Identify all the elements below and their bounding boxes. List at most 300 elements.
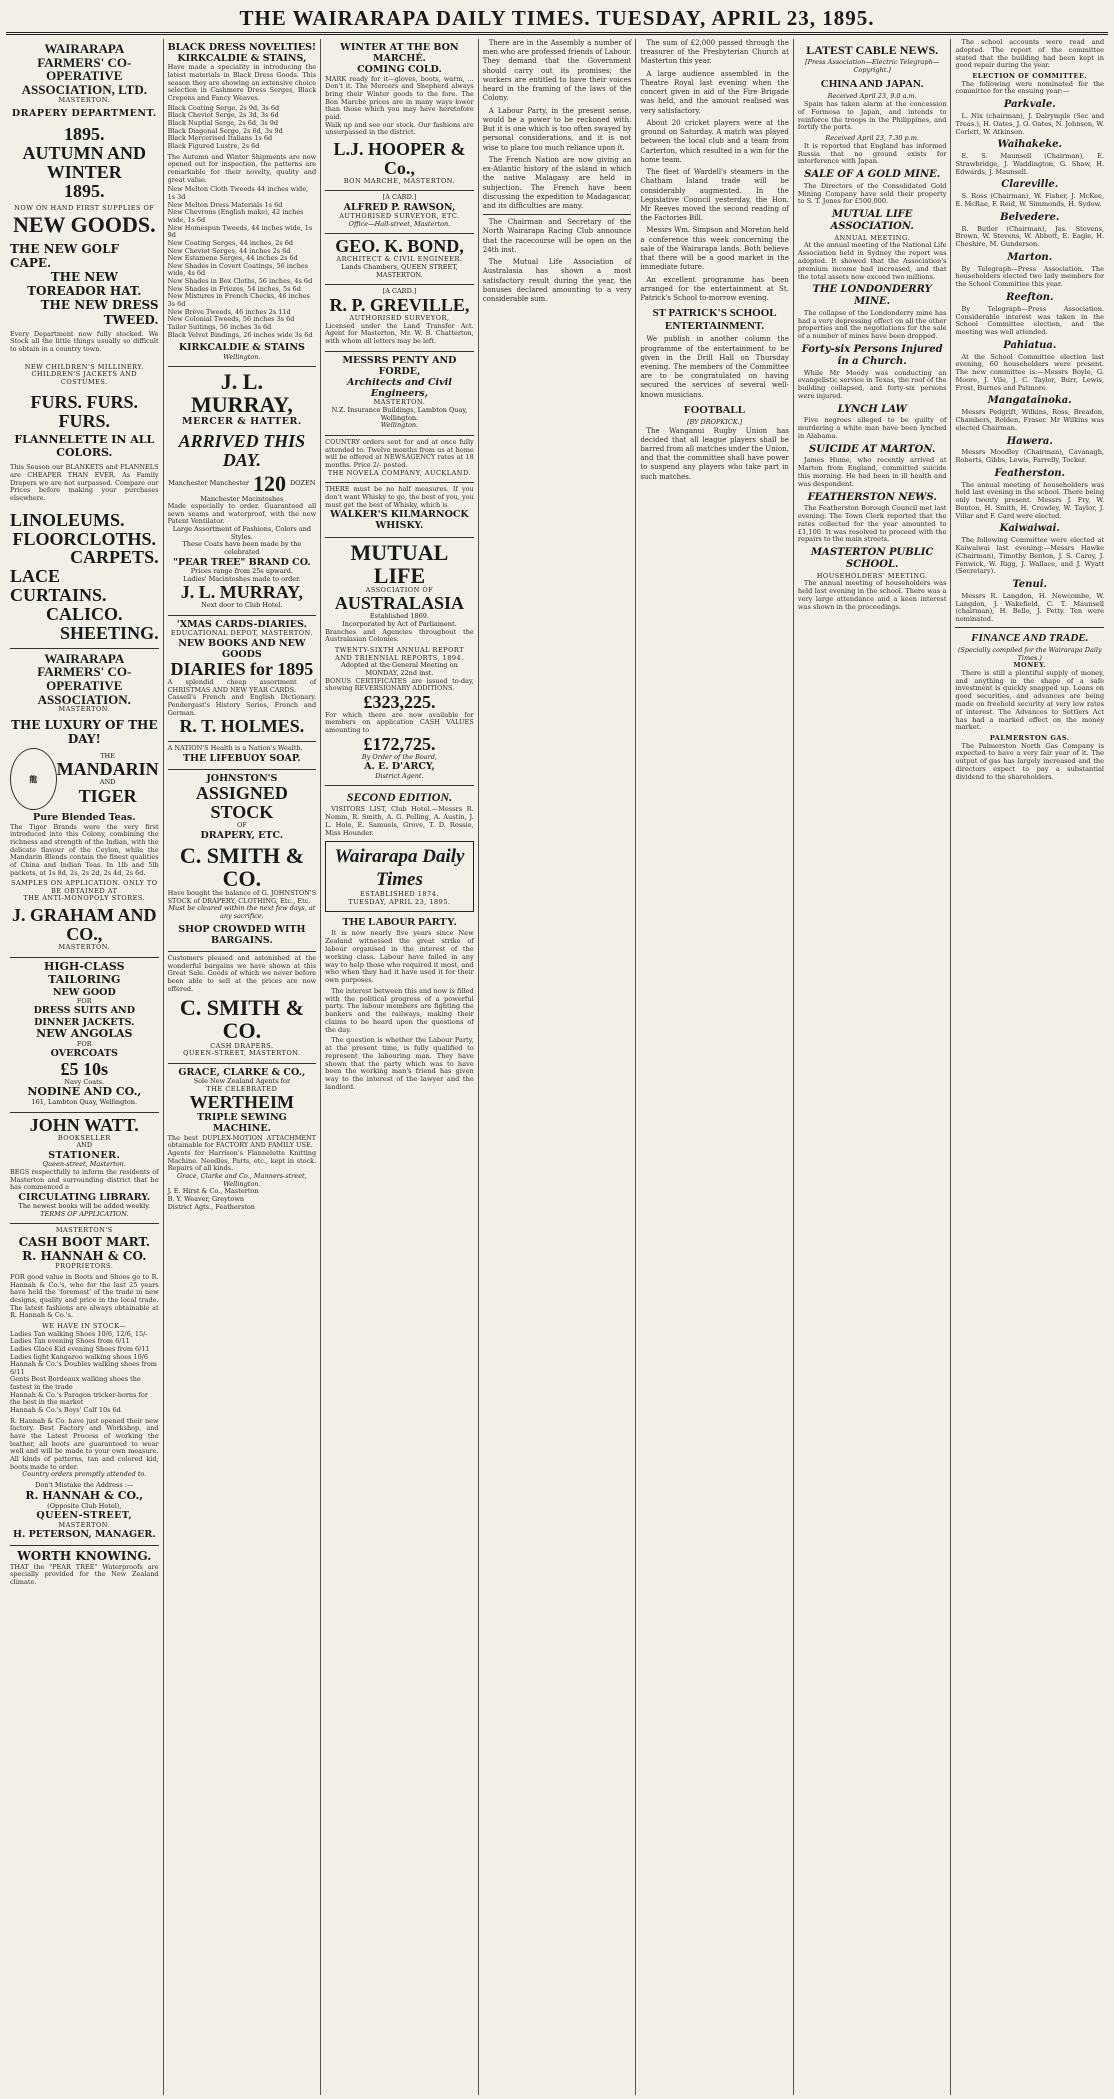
note-paragraph: The Mutual Life Association of Australasia has shown a most satisfactory result during the year, the bonuses declared amounting to a very considerable sum. [482, 258, 632, 304]
tweed-line: New Cheviot Serges, 44 inches 2s 6d [167, 246, 291, 255]
lifebuoy-ad [168, 742, 317, 770]
dragon-emblem-icon: 龍 [10, 748, 57, 810]
worth-title: WORTH KNOWING. [17, 1549, 152, 1564]
kirk-prices [168, 105, 317, 151]
boot-manager: H. PETERSON, MANAGER. [13, 1529, 156, 1541]
news-paragraph: Messrs Wm. Simpson and Moreton held a conference this week concerning the sale of the Wairarapa lands. Both believe that there will be a good market in the immediate future. [640, 226, 789, 272]
mandarin-tea-ad [10, 649, 159, 958]
finance-sub: MONEY. [1013, 661, 1047, 670]
watt-library: CIRCULATING LIBRARY. [18, 1191, 151, 1203]
novela-ad [325, 436, 474, 483]
kirk-fill: The Autumn and Winter Shipments are now opened out for inspection, the patterns are remarkable for their novelty, quality and great value. [167, 152, 317, 184]
johnston-of: OF [236, 820, 247, 829]
murray-body: Made especially to order. Guaranteed all sewn seams and waterproof, with the new Patent Ventilator. [167, 502, 317, 526]
penty-town: Wellington. [380, 421, 419, 430]
tea-the: THE [100, 751, 115, 760]
masthead-title: THE WAIRARAPA DAILY TIMES. TUESDAY, APRIL 23, 1895. [239, 5, 875, 30]
cash-boot-mart-ad [10, 1224, 159, 1546]
cable-paragraph: At the annual meeting of the National Life Association held in Sydney the report was adopted. It showed that the Association's premium income had increased, and that the total assets now exceed two millions. [797, 241, 947, 281]
grace-agents-list [168, 1188, 317, 1211]
greville-name: R. P. GREVILLE, [329, 294, 470, 315]
novela-pub: THE NOVELA COMPANY, AUCKLAND. [327, 468, 472, 477]
cable-paragraph: The Directors of the Consolidated Gold Mining Company have sold their property to S. T. Jones for £500,000. [797, 181, 947, 206]
lynch-heading: LYNCH LAW [837, 403, 907, 415]
kirk-footer: KIRKCALDIE & STAINS [178, 342, 305, 354]
smith-name: C. SMITH & CO. [179, 995, 304, 1044]
tea-and: AND [99, 778, 116, 787]
district-name: Hawera. [1006, 435, 1053, 447]
boot-item: Ladies Glacé Kid evening Shoes from 6/11 [10, 1344, 150, 1353]
tailoring-price: £5 10s [60, 1058, 109, 1079]
grace-firm: Grace, Clarke and Co., Manners-street, Wellington. [176, 1171, 307, 1188]
mla-inc: Incorporated by Act of Parliament. [342, 619, 457, 628]
grace-agent: District Agts., Featherston [167, 1202, 255, 1211]
labour-party-heading: THE LABOUR PARTY. [342, 915, 457, 928]
whisky-body: THERE must be no half measures. If you don't want Whisky to go, the best of you, you must get the best of Whisky, which is [325, 485, 474, 509]
tailoring-overcoats: OVERCOATS [50, 1048, 118, 1060]
grace-brand: WERTHEIM [189, 1092, 295, 1113]
district-name: Belvedere. [1000, 211, 1060, 223]
district-body: Messrs Pedgrift, Wilkins, Ross, Breadon, Chambers, Bolden, Fraser. Mr Wilkins was elected Chairman. [955, 408, 1105, 432]
article-paragraph: A Labour Party, in the present sense, would be a power to be reckoned with. But it is one which is too often swayed by personal considerations, and it is not wise to place too much reliance upon it. [482, 106, 632, 152]
boot-firm2: R. HANNAH & CO., [25, 1488, 144, 1502]
boot-items [10, 1331, 159, 1415]
boot-place: MASTERTON'S [55, 1226, 113, 1235]
ad-millinery: NEW CHILDREN'S MILLINERY. CHILDREN'S JACKETS AND COSTUMES. [24, 362, 144, 386]
st-patricks-body [640, 335, 789, 400]
rawson-name: ALFRED P. RAWSON, [343, 201, 456, 213]
smith-street: QUEEN-STREET, MASTERTON. [183, 1049, 301, 1058]
editorial-est: ESTABLISHED 1874. [360, 890, 439, 899]
columns [6, 39, 1108, 2095]
ad-blankets: This Season our BLANKETS and FLANNELS are CHEAPER THAN EVER. As Family Drapers we are not surpassed. Compare our Prices before making your purchases elsewhere. [10, 463, 159, 502]
tea-logo [10, 748, 159, 810]
tea-firm: J. GRAHAM AND CO., [12, 905, 157, 945]
tweed-line: New Bréve Tweeds, 46 inches 2s 11d [167, 307, 291, 316]
local-notes [483, 218, 632, 304]
finance-byline: (Specially compiled for the Wairarapa Daily Times.) [957, 645, 1102, 662]
john-watt-ad [10, 1113, 159, 1225]
smith-draper: CASH DRAPERS. [210, 1041, 274, 1050]
penty-addr: N.Z. Insurance Buildings, Lambton Quay, Wellington. [331, 405, 468, 422]
ad-dept: DRAPERY DEPARTMENT. [11, 108, 157, 120]
grace-body: The best DUPLEX-MOTION ATTACHMENT obtainable for FACTORY AND FAMILY USE. [167, 1133, 317, 1150]
column-3 [321, 39, 479, 2095]
mla-role: District Agent. [375, 771, 424, 780]
election-body: The following were nominated for the committee for the ensuing year:— [955, 79, 1105, 96]
whisky-brand: WALKER'S KILMARNOCK WHISKY. [330, 509, 469, 532]
labour-party-article-cont [483, 39, 632, 211]
mla-adopted: Adopted at the General Meeting on MONDAY, 22nd inst. [341, 661, 458, 677]
ad-lace: LACE CURTAINS. [10, 566, 107, 606]
xmas-new: NEW BOOKS AND NEW GOODS [178, 637, 306, 660]
news-paragraph: About 20 cricket players were at the ground on Saturday. A match was played between the local club and a team from Carterton, which resulted in a win for the home team. [640, 118, 789, 164]
mla-est: Established 1869. [369, 612, 429, 621]
cable-paragraph: It is reported that England has informed Russia that no ground exists for interference with Japan. [797, 141, 947, 166]
mla-branches: Branches and Agencies throughout the Australasian Colonies. [325, 627, 474, 644]
tweed-line: New Shades in Friezes, 54 inches, 5s 6d [167, 284, 301, 293]
football-paragraph: The Wanganui Rugby Union has decided that all league players shall be barred from all matches under the Union, and that the committee shall have power to suspend any players who take part in such matches. [640, 426, 789, 481]
column-6 [794, 39, 952, 2095]
grace-agent: J. E. Hirst & Co., Masterton [167, 1187, 259, 1196]
boot-stock: WE HAVE IN STOCK— [42, 1321, 127, 1330]
boot-title: CASH BOOT MART. [18, 1234, 150, 1249]
tea-body: The Tiger Brands were the very first introduced into this Colony, combining the richness and strength of the Indian, with the delicate flavour of the Ceylon, while the Mandarin Blends contain the finest qualities of China and Indian Teas. In 1lb and 5lb packets, at 1s 8d, 2s, 2s 2d, 2s 4d, 2s 6d. [10, 822, 159, 877]
ad-notice: Every Department now fully stocked. We Stock all the little things usually so difficult to obtain in a country town. [10, 329, 159, 353]
bon-tail: Walk up and see our stock. Our fashions are unsurpassed in the district. [325, 120, 474, 137]
cable-paragraph: The annual meeting of householders was held last evening in the school. There was a very large attendance and a keen interest was shown in the proceedings. [797, 579, 947, 611]
column-1 [6, 39, 164, 2095]
penty-name: MESSRS PENTY AND FORDE, [342, 354, 457, 377]
rawson-office: Office—Hall-street, Masterton. [348, 219, 451, 228]
bond-trade: ARCHITECT & CIVIL ENGINEER. [336, 255, 463, 264]
ad-year: 1895. [64, 124, 105, 145]
tailoring-for2: FOR [76, 1039, 92, 1048]
st-patricks-heading: ST PATRICK'S SCHOOL ENTERTAINMENT. [652, 307, 777, 333]
bon-title: WINTER AT THE BON MARCHÉ. [340, 42, 459, 65]
price-line: Black Figured Lustre, 2s 6d [167, 141, 260, 150]
penty-forde-card [325, 352, 474, 436]
tweed-line: New Estamene Serges, 44 inches 2s 6d [167, 254, 298, 263]
finance-heading: FINANCE AND TRADE. [971, 631, 1089, 644]
lifebuoy-quote: A NATION'S Health is a Nation's Wealth. [167, 744, 303, 753]
finance-paragraph: There is still a plentiful supply of money, and anything in the shape of a safe investment is quickly snapped up. Loans on good securities, and advances are being made on freehold security at very low rates of interest. The Advances to Settlers Act has had a marked effect on the money market. [955, 668, 1105, 732]
londonderry-heading: THE LONDONDERRY MINE. [812, 284, 932, 308]
note-paragraph: The Chairman and Secretary of the North Wairarapa Racing Club announce that the racecourse will be open on the 24th inst. [482, 218, 632, 254]
ad-cape: THE NEW GOLF CAPE. [10, 241, 120, 270]
tea-firm-place: MASTERTON. [58, 942, 111, 951]
greville-body: Licensed under the Land Transfer Act. Agent for Masterton, Mr. W. B. Chatterton, with whom all letters may be left. [325, 321, 474, 345]
murray-stock: Large Assortment of Fashions, Colors and Styles. [172, 525, 312, 541]
johnston-body: Have bought the balance of G. JOHNSTON'S STOCK of DRAPERY, CLOTHING, Etc., Etc. [167, 889, 317, 905]
tweed-line: New Homespun Tweeds, 44 inches wide, 1s 9d [167, 223, 313, 240]
murray-maker: Manchester Manchester [168, 479, 249, 488]
xmas-cards-ad [168, 616, 317, 742]
grace-celebrated: THE CELEBRATED [206, 1084, 278, 1093]
murray-name: J. L. MURRAY, [191, 369, 293, 418]
cable-paragraph: Spain has taken alarm at the concession of Formosa to Japan, and intends to reinforce the troops in the Philippines, and fortify the ports. [797, 100, 947, 132]
xmas-sub: EDUCATIONAL DEPOT, MASTERTON. [170, 629, 313, 638]
district-name: Featherston. [994, 467, 1066, 479]
ad-sheeting: SHEETING. [60, 622, 159, 643]
tailoring-dress: DRESS SUITS AND DINNER JACKETS. [33, 1005, 135, 1028]
murray-sale: Prices range from 25s upward. [190, 566, 293, 575]
watt-street: Queen-street, Masterton. [42, 1160, 126, 1169]
tea-samples: SAMPLES ON APPLICATION. ONLY TO BE OBTAINED AT [11, 879, 158, 895]
boot-item: Hannah & Co.'s Doubles walking shoes from 6/11 [10, 1360, 157, 1376]
mla-amount: £323,225. [363, 691, 436, 712]
cable-paragraph: The Featherston Borough Council met last evening. The Town Clerk reported that the rates collected for the year amounted to £1,100. It was resolved to proceed with the repairs to the main streets. [797, 504, 947, 544]
local-news [640, 39, 789, 303]
boot-fill: R. Hannah & Co. have just opened their new factory. Best Factory and Workshop, and have the Latest Process of working the leather, all boots are guaranteed to wear well and will be made to your own measure. All kinds of patterns, tan and colored kid, boots made to order. [10, 1416, 159, 1471]
bon-sub: COMING COLD. [357, 64, 442, 76]
district-name: Waihakeke. [997, 139, 1062, 151]
tweed-line: New Shades in Covert Coatings, 56 inches wide, 4s 6d [167, 261, 309, 278]
ad-season: AUTUMN AND WINTER [22, 143, 147, 183]
cable-paragraph: While Mr Moody was conducting an evangelistic service in Texas, the roof of the building collapsed, and forty-six persons were injured. [797, 368, 947, 400]
ad-title: WAIRARAPA FARMERS' CO-OPERATIVE ASSOCIATION. [37, 650, 132, 707]
xmas-name: R. T. HOLMES. [179, 716, 305, 737]
johnston-drapery: DRAPERY, ETC. [200, 829, 284, 841]
district-results [955, 99, 1104, 624]
district-body: S. Ross (Chairman), W. Fisher, J. McKee, E. McRae, F. Reid, W. Simmonds, H. Sydow. [955, 192, 1105, 208]
tweed-line: Black Velvet Bindings, 26 inches wide 3s 6d [167, 330, 313, 339]
tweed-line: New Mixtures in French Checks, 46 inches 3s 6d [167, 292, 310, 309]
district-body: The annual meeting of householders was held last evening in the school. There being only twenty present. Messrs J. Fry, W. Benton, H. Smith, H. Crowley, W. Taylor, J. Villar and F. Card were elected. [955, 480, 1105, 520]
boot-country: Country orders promptly attended to. [22, 1470, 147, 1479]
school-sub: HOUSEHOLDERS' MEETING. [816, 571, 928, 580]
rawson-card [325, 191, 474, 234]
boot-opp: (Opposite Club Hotel), [47, 1501, 122, 1510]
penty-trade: Architects and Civil Engineers, [347, 376, 452, 400]
gold-mine-heading: SALE OF A GOLD MINE. [804, 169, 941, 181]
murray-unit: DOZEN [289, 479, 316, 488]
ad-calico: CALICO. [46, 604, 123, 625]
greville-card [325, 285, 474, 351]
boot-props: PROPRIETORS. [55, 1262, 114, 1271]
xmas-body: A splendid cheap assortment of CHRISTMAS AND NEW YEAR CARDS. [167, 677, 317, 694]
johnston-firm: C. SMITH & CO. [179, 842, 304, 891]
grace-agent: B. Y. Weaver, Greytown [167, 1194, 245, 1203]
murray-name2: J. L. MURRAY, [180, 582, 303, 603]
finance-sub2: PALMERSTON GAS. [989, 734, 1070, 743]
boot-item: Hannah & Co.'s Paragon tricker-horns for the best in the market [10, 1390, 148, 1407]
featherston-heading: FEATHERSTON NEWS. [807, 491, 937, 503]
johnston-stock-ad [168, 770, 317, 952]
boot-firm: R. HANNAH & CO. [22, 1249, 147, 1264]
mla-name: AUSTRALASIA [334, 593, 464, 614]
divider [483, 214, 632, 215]
worth-body: THAT the "PEAR TREE" Waterproofs are specially provided for the New Zealand climate. [10, 1562, 159, 1586]
editorial-paper-title: Wairarapa Daily Times [334, 846, 465, 890]
kirk-tweeds [168, 186, 317, 339]
boot-forget: Don't Mistake the Address :— [35, 1481, 134, 1490]
cable-paragraph: James Hume, who recently arrived at Marton from England, committed suicide this morning. He had been in ill health and was despondent. [797, 456, 947, 488]
murray-trade: MERCER & HATTER. [182, 416, 302, 428]
murray-addr: Next door to Club Hotel. [201, 601, 283, 610]
ad-luxury: THE LUXURY OF THE DAY! [11, 718, 158, 747]
finance-paragraph: The Palmerston North Gas Company is expected to have a very fair year of it. The output of gas has largely increased and the directors expect to pay a substantial dividend to the shareholders. [955, 741, 1105, 781]
visitors-list [325, 806, 474, 837]
johnston-shop: SHOP CROWDED WITH BARGAINS. [178, 923, 306, 946]
article-paragraph: It is now nearly five years since New Zealand witnessed the great strike of labour organised in the interest of the working class. Labour have failed in any way to help those who required it most, and who when they had it have used it for their own purposes. [325, 929, 474, 985]
kirk-place: Wellington. [223, 352, 261, 361]
price-line: Black Nuptial Serge, 2s 6d, 3s 9d [167, 119, 279, 127]
labour-party-article [325, 930, 474, 1091]
tea-mandarin: MANDARIN [56, 759, 159, 780]
ad-line: NOW ON HAND FIRST SUPPLIES OF [14, 203, 155, 212]
murray-brand: "PEAR TREE" BRAND CO. [173, 556, 311, 568]
football-body [640, 427, 789, 482]
kirk-firm: KIRKCALDIE & STAINS, [177, 53, 307, 65]
mla-assoc: ASSOCIATION OF [365, 585, 434, 594]
ad-lino: LINOLEUMS. [10, 509, 125, 530]
article-paragraph: The French Nation are now giving an ex-Atlantic history of the island in which the native Malagasy are held in subjection. The French have been discussing the expedition to Madagascar, and its difficulties are many. [482, 155, 632, 210]
ad-toreador: THE NEW TOREADOR HAT. [27, 270, 142, 299]
ad-flannelette: FLANNELETTE IN ALL COLORS. [14, 433, 155, 460]
visitors-text: VISITORS LIST, Club Hotel.—Messrs R. Nomm, R. Smith, A. G. Pelling, A. Austin, J. L. Hole, E. Samuels, Grove, T. D. Rossie, Miss Hounder. [325, 805, 474, 837]
school-heading: MASTERTON PUBLIC SCHOOL. [810, 547, 934, 570]
divider [955, 627, 1104, 628]
district-body: By Telegraph—Press Association. Considerable interest was taken in the School Committee election, and the meeting was well attended. [955, 304, 1105, 337]
price-line: Black Diagonal Serge, 2s 6d, 3s 9d [167, 126, 283, 135]
murray-count-row [168, 472, 317, 495]
mutual-life-ad [325, 538, 474, 787]
tweed-line: New Coating Serges, 44 inches, 2s 6d [167, 238, 294, 247]
tweed-line: New Shades in Box Cloths, 56 inches, 4s 6d [167, 277, 313, 286]
tailoring-firm: NODINE AND CO., [27, 1085, 142, 1099]
ad-furs: FURS. FURS. FURS. [30, 391, 139, 431]
grace-title: GRACE, CLARKE & CO., [178, 1066, 306, 1078]
johnston-stock: STOCK [210, 802, 274, 823]
tailoring-navy: Navy Coats. [64, 1077, 105, 1086]
boot-body: FOR good value in Boots and Shoes go to R. Hannah & Co.'s, who for the last 25 years have held the 'foremost' of the trade in new designs, quality and price in the local trade. The latest fashions are always obtainable at R. Hannah & Co.'s. [10, 1272, 159, 1320]
news-paragraph: An excellent programme has been arranged for the entertainment at St. Patrick's School to-morrow evening. [640, 275, 789, 303]
bon-body: MARK ready for it—gloves, boots, warm, ... Don't it. The Mercers and Shepherd always bring their Winter goods to the fore. The Bon Marché prices are in many ways lower than those which you may have heretofore paid. [325, 74, 474, 121]
district-body: By Telegraph—Press Association. The householders elected two lady members for the School Committee this year. [955, 264, 1105, 289]
editorial-date: TUESDAY, APRIL 23, 1895. [348, 897, 451, 906]
suicide-heading: SUICIDE AT MARTON. [809, 443, 936, 455]
smith-cash-ad [168, 952, 317, 1064]
bond-name: GEO. K. BOND, [335, 236, 464, 257]
column-5 [636, 39, 794, 2095]
xmas-list: Cassell's French and English Dictionary. Pendergast's History Series, French and German. [167, 693, 317, 717]
jl-murray-ad [168, 367, 317, 616]
tea-blend: Pure Blended Teas. [33, 812, 136, 824]
district-name: Clareville. [1001, 179, 1059, 191]
article-paragraph: The question is whether the Labour Party, at the present time, is fully qualified to represent the labouring man. They have shown that the party which was to have been the working man's friend has given way to the interest of the lawyer and the landlord. [325, 1036, 474, 1092]
article-paragraph: The interest between this and now is filled with the political progress of a powerful party. The labour members are fighting the bankers and the railways, making their claims to be heard upon the questions of the day. [325, 986, 474, 1034]
johnston-assigned: ASSIGNED [195, 783, 288, 804]
cable-date: Received April 23, 9.0 a.m. [827, 92, 917, 101]
smith-fill: Customers pleased and astonished at the wonderful bargains we have shown at this Great Sale. Goods of which we never before been able to sell at the prices are now offered. [167, 954, 317, 993]
tea-tiger: TIGER [78, 786, 137, 807]
murray-cost: These Coats have been made by the celebrated [182, 540, 302, 557]
murray-ladies: Ladies' Macintoshes made to order. [183, 574, 301, 583]
mla-report: TWENTY-SIXTH ANNUAL REPORT AND TRIENNIAL REPORTS, 1894. [334, 645, 465, 662]
ad-place: MASTERTON. [58, 705, 111, 714]
bon-marche-ad [325, 39, 474, 191]
church-heading: Forty-six Persons Injured in a Church. [801, 343, 943, 367]
greville-label: [A CARD.] [382, 287, 417, 296]
masthead [6, 4, 1108, 35]
column-7 [951, 39, 1108, 2095]
tailoring-angolas: NEW ANGOLAS [36, 1026, 133, 1040]
cable-paragraph: The collapse of the Londonderry mine has had a very depressing effect on all the other properties and the negotiations for the sale of a number of mines have been dropped. [797, 308, 947, 341]
column-2 [164, 39, 322, 2095]
murray-count: 120 [252, 471, 286, 497]
murray-kind: Manchester Macintoshes [200, 494, 284, 503]
penty-place: MASTERTON. [373, 398, 426, 407]
bond-card [325, 234, 474, 285]
watt-name: JOHN WATT. [29, 1114, 139, 1135]
news-paragraph: The sum of £2,000 passed through the treasurer of the Presbyterian Church at Masterton this year. [640, 39, 789, 66]
mla-title: MUTUAL LIFE [350, 539, 449, 588]
mutual-life-sub: ANNUAL MEETING. [834, 233, 911, 242]
district-body: The following Committee were elected at Kaiwaiwai last evening:—Messrs Hawke (Chairman), Timothy Benton, J. S. Carey, J. Fenwick, W. Rigg, J. Wallace, and J. Wyatt (Secretary). [955, 536, 1105, 576]
notice-paragraph: We publish in another column the programme of the entertainment to be given in the Drill Hall on Thursday evening. The members of the Committee are to be congratulated on having secured the services of several well-known musicians. [640, 335, 789, 399]
cable-china-heading: CHINA AND JAPAN. [820, 78, 924, 91]
district-body: Messrs R. Langdon, H. Newcombe, W. Langdon, J. Wakefield, C. T. Maunsell (chairman), H. Bello, J. Petty. Ten were nominated. [955, 591, 1105, 624]
price-line: Black Coating Serge, 2s 9d, 3s 6d [167, 103, 280, 112]
tailoring-new: NEW GOOD [52, 986, 116, 998]
lifebuoy-heading: THE LIFEBUOY SOAP. [182, 752, 301, 764]
football-byline: [BY DROPKICK.] [686, 417, 743, 426]
rawson-trade: AUTHORISED SURVEYOR, ETC. [339, 212, 460, 221]
boot-item: Gents Best Bordeaux walking shoes the fastest in the trade [10, 1375, 141, 1392]
watt-books: The newest books will be added weekly. [18, 1202, 151, 1211]
ad-goods: NEW GOODS. [12, 211, 156, 237]
grace-clarke-ad [168, 1064, 317, 1216]
boot-item: Ladies Tan evening Shoes from 6/11 [10, 1337, 130, 1346]
district-body: E. S. Maunsell (Chairman), E. Strawbridge, J. Waddington, G. Shaw, H. Edwards, J. Maunsell. [955, 152, 1105, 176]
tailoring-addr: 161, Lambton Quay, Wellington. [31, 1098, 138, 1107]
boot-item: Ladies Tan walking Shoes 10/6, 12/6, 15/- [10, 1329, 148, 1338]
price-line: Black Cheviot Serge, 2s 3d, 3s 6d [167, 111, 279, 120]
district-body: R. Butler (Chairman), Jas. Stevens, Brown, W. Stevens, W. Abbott, E. Eagle, H. Cheshire, M. Gunderson. [955, 224, 1105, 249]
news-paragraph: The fleet of Wardell's steamers in the Chatham Island trade will be considerably augmented. In the Legislative Council yesterday, the Hon. Mr Reeves moved the second reading of the Factories Bill. [640, 168, 789, 223]
district-name: Pahiatua. [1003, 339, 1057, 351]
xmas-title: 'XMAS CARDS-DIARIES. [176, 618, 307, 630]
ad-floor: FLOORCLOTHS. [12, 528, 157, 549]
tweed-line: New Chevrons (English make), 42 inches wide, 1s 6d [167, 208, 304, 224]
ad-place: MASTERTON. [58, 95, 111, 104]
watt-stationer: STATIONER. [48, 1149, 121, 1161]
ad-season-year: 1895. [64, 181, 105, 202]
cable-date: Received April 23, 7.30 p.m. [825, 134, 919, 143]
district-name: Tenui. [1012, 579, 1047, 591]
district-name: Mangatainoka. [987, 395, 1072, 407]
article-paragraph: There are in the Assembly a number of men who are professed friends of Labour. They demand that the Government should carry out its promises; the workers are entitled to have their voices heard in the framing of the laws of the Colony. [482, 39, 632, 103]
tailoring-ad [10, 958, 159, 1113]
school-intro: The school accounts were read and adopted. The report of the committee stated that the building had been kept in good repair during the year. [955, 39, 1105, 70]
grace-extras: Agents for Harrison's Flannelette Knitting Machine. Needles, Parts, etc., kept in stock. Repairs of all kinds. [167, 1148, 317, 1173]
tweed-line: New Colonial Tweeds, 56 inches 3s 6d [167, 315, 295, 324]
tweed-line: New Melton Dress Materials 1s 6d [167, 200, 283, 209]
football-heading: FOOTBALL [684, 403, 746, 416]
district-name: Kaiwaiwai. [999, 523, 1060, 535]
johnston-note: Must be cleared within the next few days, at any sacrifice. [168, 904, 316, 920]
district-name: Reefton. [1006, 291, 1054, 303]
boot-item: Ladies light Kangaroo walking shoes 10/6 [10, 1352, 149, 1361]
farmers-drapery-ad [10, 39, 159, 649]
cable-heading: LATEST CABLE NEWS. [806, 43, 939, 57]
ad-title: WAIRARAPA FARMERS' CO-OPERATIVE ASSOCIATION, LTD. [21, 41, 147, 97]
watt-trade: BOOKSELLER [57, 1133, 111, 1142]
grace-agents: Sole New Zealand Agents for [193, 1077, 291, 1086]
mla-amount2: £172,725. [363, 733, 436, 754]
column-4 [479, 39, 637, 2095]
mla-order: By Order of the Board, [361, 752, 438, 761]
watt-and: AND [76, 1141, 93, 1150]
bond-addr: Lands Chambers, QUEEN STREET, MASTERTON. [341, 263, 458, 279]
district-body: L. Nix (chairman), J. Dalrymple (Sec and Treas.), H. Oates, J. O. Oates, N. Johnson, W. Corlett, W. Atkinson. [955, 112, 1105, 136]
mutual-life-heading: MUTUAL LIFE ASSOCIATION. [830, 209, 914, 232]
district-name: Marton. [1007, 251, 1053, 263]
price-line: Black Mercerised Italians 1s 6d [167, 134, 273, 143]
tailoring-title: HIGH-CLASS TAILORING [44, 959, 125, 986]
murray-arrived: ARRIVED THIS DAY. [178, 430, 306, 470]
watt-terms: TERMS OF APPLICATION. [40, 1209, 129, 1218]
ad-carpets: CARPETS. [70, 547, 159, 568]
second-edition-heading: SECOND EDITION. [346, 790, 453, 805]
kirk-title: BLACK DRESS NOVELTIES! [167, 42, 317, 53]
tweed-line: Tailor Suitings, 56 inches 3s 6d [167, 323, 272, 332]
rawson-label: [A CARD.] [382, 193, 417, 202]
district-name: Parkvale. [1003, 99, 1056, 111]
ad-tweed: THE NEW DRESS TWEED. [40, 298, 159, 327]
tailoring-for: FOR [76, 996, 92, 1005]
